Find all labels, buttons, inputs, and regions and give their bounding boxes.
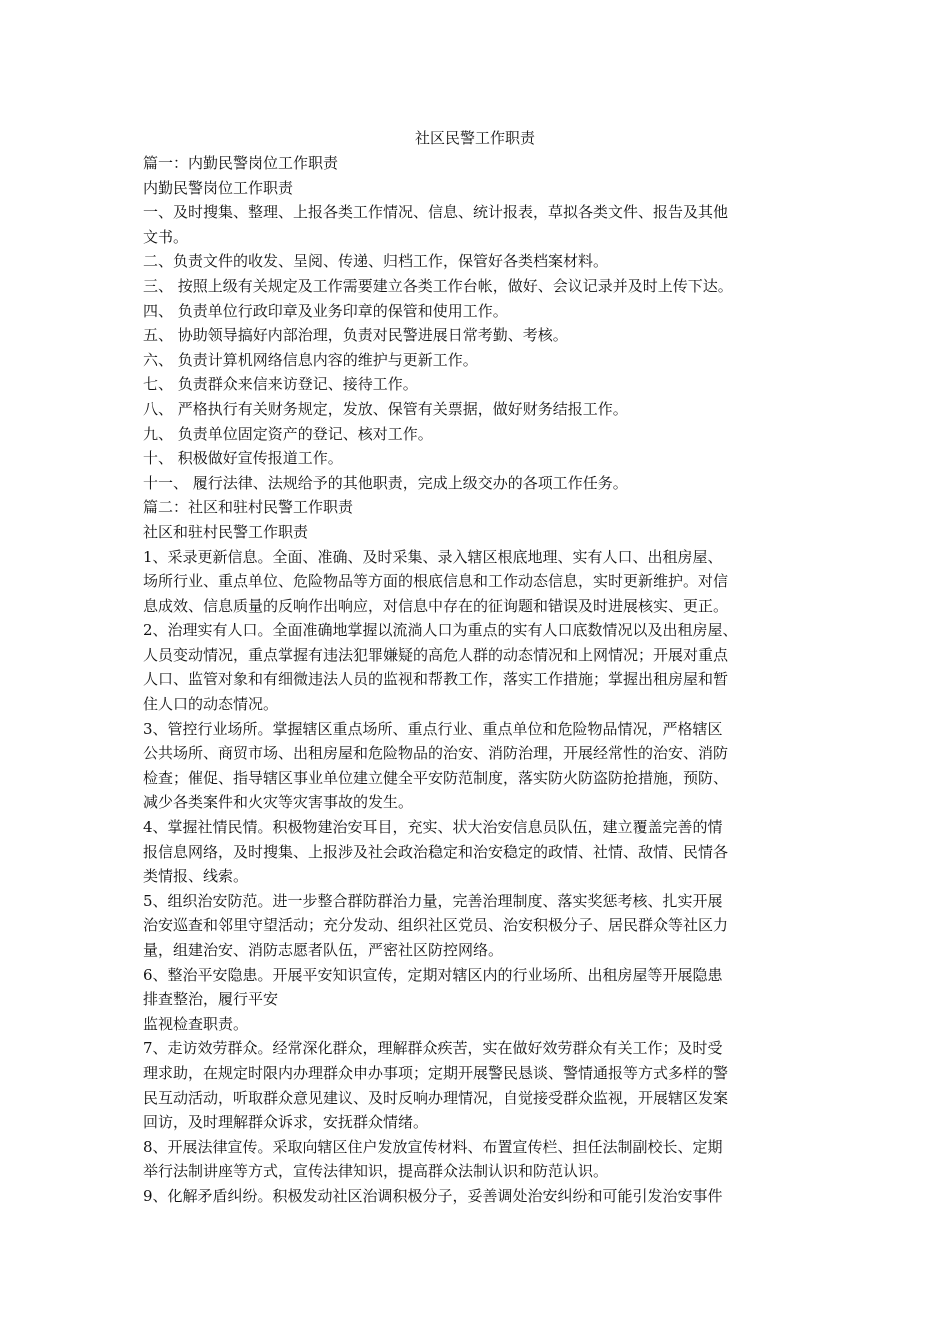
text-line: 理求助，在规定时限内办理群众申办事项；定期开展警民恳谈、警情通报等方式多样的警	[143, 1063, 729, 1082]
text-line: 息成效、信息质量的反响作出响应，对信息中存在的征询题和错误及时进展核实、更正。	[143, 596, 729, 615]
text-line: 民互动活动，听取群众意见建议、及时反响办理情况，自觉接受群众监视，开展辖区发案	[143, 1088, 729, 1107]
text-line: 人口、监管对象和有细微违法人员的监视和帮教工作，落实工作措施；掌握出租房屋和暂	[143, 670, 729, 689]
text-line: 社区和驻村民警工作职责	[143, 522, 309, 541]
text-line: 人员变动情况，重点掌握有违法犯罪嫌疑的高危人群的动态情况和上网情况；开展对重点	[143, 645, 729, 664]
document-body	[143, 151, 818, 1209]
text-line: 报信息网络，及时搜集、上报涉及社会政治稳定和治安稳定的政情、社情、敌情、民情各	[143, 842, 729, 861]
text-line: 治安巡查和邻里守望活动；充分发动、组织社区党员、治安积极分子、居民群众等社区力	[143, 916, 729, 935]
text-line: 举行法制讲座等方式，宣传法律知识，提高群众法制认识和防范认识。	[143, 1162, 609, 1181]
text-line: 五、 协助领导搞好内部治理，负责对民警进展日常考勤、考核。	[143, 326, 568, 345]
text-line: 八、 严格执行有关财务规定，发放、保管有关票据，做好财务结报工作。	[143, 399, 628, 418]
text-line: 5、组织治安防范。进一步整合群防群治力量，完善治理制度、落实奖惩考核、扎实开展	[143, 891, 723, 910]
text-line: 三、 按照上级有关规定及工作需要建立各类工作台帐，做好、会议记录并及时上传下达。	[143, 276, 733, 295]
text-line: 十、 积极做好宣传报道工作。	[143, 449, 343, 468]
text-line: 4、掌握社情民情。积极物建治安耳目，充实、状大治安信息员队伍，建立覆盖完善的情	[143, 818, 723, 837]
text-line: 7、走访效劳群众。经常深化群众，理解群众疾苦，实在做好效劳群众有关工作；及时受	[143, 1039, 723, 1058]
text-line: 排查整治，履行平安	[143, 990, 279, 1009]
text-line: 公共场所、商贸市场、出租房屋和危险物品的治安、消防治理，开展经常性的治安、消防	[143, 744, 729, 763]
text-line: 内勤民警岗位工作职责	[143, 178, 294, 197]
text-line: 一、及时搜集、整理、上报各类工作情况、信息、统计报表，草拟各类文件、报告及其他	[143, 203, 729, 222]
text-line: 1、采录更新信息。全面、准确、及时采集、录入辖区根底地理、实有人口、出租房屋、	[143, 547, 723, 566]
text-line: 9、化解矛盾纠纷。积极发动社区治调积极分子，妥善调处治安纠纷和可能引发治安事件	[143, 1186, 723, 1205]
text-line: 6、整治平安隐患。开展平安知识宣传，定期对辖区内的行业场所、出租房屋等开展隐患	[143, 965, 723, 984]
text-line: 8、开展法律宣传。采取向辖区住户发放宣传材料、布置宣传栏、担任法制副校长、定期	[143, 1137, 723, 1156]
text-line: 十一、 履行法律、法规给予的其他职责，完成上级交办的各项工作任务。	[143, 473, 628, 492]
text-line: 2、治理实有人口。全面准确地掌握以流淌人口为重点的实有人口底数情况以及出租房屋、	[143, 621, 738, 640]
text-line: 场所行业、重点单位、危险物品等方面的根底信息和工作动态信息，实时更新维护。对信	[143, 572, 729, 591]
text-line: 回访，及时理解群众诉求，安抚群众情绪。	[143, 1113, 429, 1132]
text-line: 六、 负责计算机网络信息内容的维护与更新工作。	[143, 350, 478, 369]
text-line: 3、管控行业场所。掌握辖区重点场所、重点行业、重点单位和危险物品情况，严格辖区	[143, 719, 723, 738]
text-line: 检查；催促、指导辖区事业单位建立健全平安防范制度，落实防火防盗防抢措施，预防、	[143, 768, 729, 787]
text-line: 类情报、线索。	[143, 867, 249, 886]
text-line: 七、 负责群众来信来访登记、接待工作。	[143, 375, 418, 394]
text-line: 减少各类案件和火灾等灾害事故的发生。	[143, 793, 414, 812]
text-line: 九、 负责单位固定资产的登记、核对工作。	[143, 424, 433, 443]
document-title: 社区民警工作职责	[414, 129, 535, 147]
text-line: 量，组建治安、消防志愿者队伍，严密社区防控网络。	[143, 941, 504, 959]
text-line: 四、 负责单位行政印章及业务印章的保管和使用工作。	[143, 301, 508, 320]
text-line: 篇一：内勤民警岗位工作职责	[143, 154, 339, 172]
text-line: 文书。	[143, 227, 189, 246]
section-heading: 篇二：社区和驻村民警工作职责	[143, 498, 354, 517]
text-line: 住人口的动态情况。	[143, 695, 279, 714]
text-line: 监视检查职责。	[143, 1014, 249, 1033]
text-line: 二、负责文件的收发、呈阅、传递、归档工作，保管好各类档案材料。	[143, 252, 609, 271]
